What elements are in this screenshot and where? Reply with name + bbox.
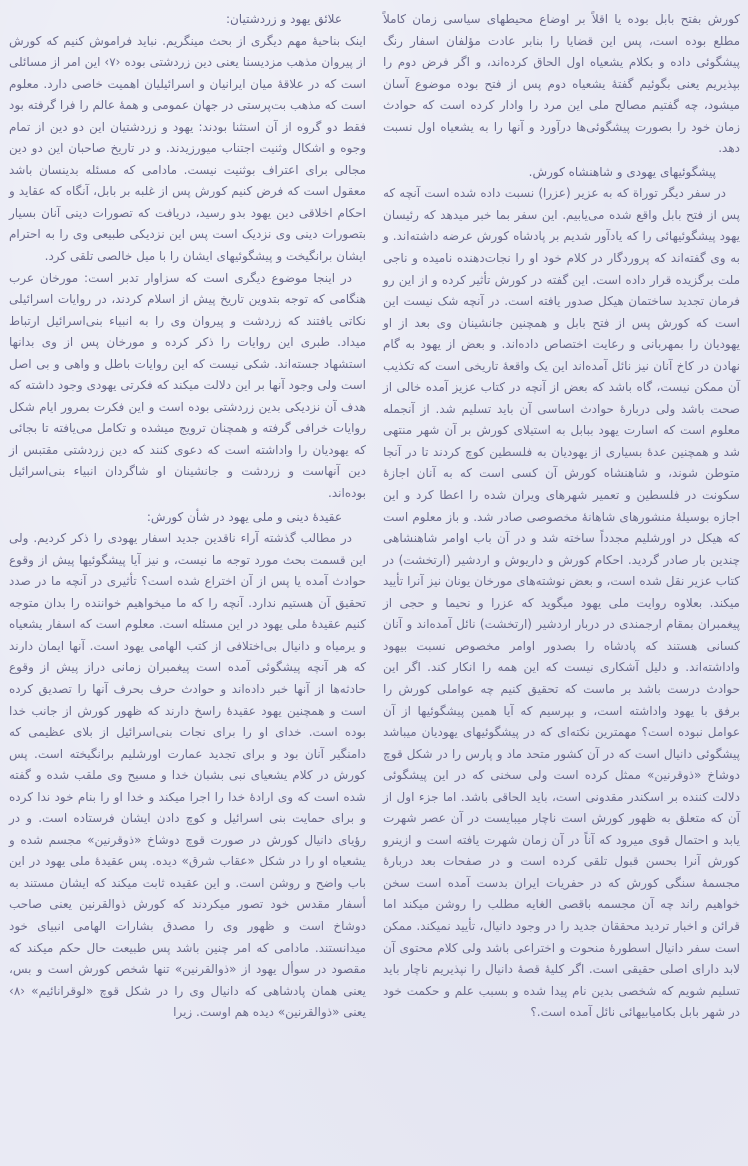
section-heading: پیشگوئیهای یهودی و شاهنشاه کورش. (528, 164, 716, 179)
section-heading: علائق یهود و زردشتیان: (225, 12, 342, 26)
body-paragraph: در سفر دیگر توراة که به عزیر (عزرا) نسبت داده شده است آنچه که پس از فتح بابل واقع شده می‌یابیم. این سفر بما خبر میدهد که رئیسان یهود پیشگوئیهائی را که یادآور شدیم بر پادشاه کورش عرضه داشته‌اند. و به وی گفته‌اند که پروردگار در کلام خود او را نجات‌دهنده نامیده و ناجی ملت برگزیده قرار داده است. این گفته در کورش تأثیر کرده و از این رو فرمان تجدید ساختمان هیکل صدور یافته است. در آنچه شک نیست این است که کورش پس از فتح بابل و همچنین جانشینان وی بعد از او یهودیان را بمهربانی و رعایت اختصاص داده‌اند. و بعض از یهود به گام نهادن در کاخ آنان نیز نائل آمده‌اند این یک واقعهٔ تاریخی است که تکذیب آن ممکن نیست، گاه باشد که بعض از آنچه در کتاب عزیز آمده خالی از صحت باشد ولی دربارهٔ حوادث اساسی آن باید تسلیم شد. از آنجمله معلوم است که اسارت یهود ببابل به استیلای کورش بر آن شهر منتهی شد و همچنین عدهٔ بسیاری از یهودیان به فلسطین کوچ کردند تا در آنجا متوطن شوند، و شاهنشاه کورش آن کسی است که به آنان اجازهٔ سکونت در فلسطین و تعمیر شهرهای ویران شده را اعطا کرد و این اجازه بوسیلهٔ منشورهای شاهانهٔ مخصوصی صادر شد. و باز معلوم است که هیکل در اورشلیم مجدداً ساخته شد و در آن باب اوامر شاهنشاهی چندین بار صادر گردید. احکام کورش و داریوش و اردشیر (ارتخشت) در کتاب عزیر نقل شده است، و بعض نوشته‌های مورخان یونان نیز آنرا تأیید میکند. بعلاوه روایت ملی یهود میگوید که عزرا و نحیما و حجی از پیغمبران بمقام ارجمندی در دربار اردشیر (ارتخشت) نائل آمده‌اند و آنان کسانی هستند که پادشاه را بصدور اوامر مخصوص نسبت بیهود واداشته‌اند. و دلیل آشکاری نیست که این همه را انکار کند. اگر این حوادث درست باشد بر ماست که تحقیق کنیم چه عواملی کورش را برفق با یهود واداشته است، و بپرسیم که آیا همین پیشگوئیها از آن عوامل نبوده است؟ مهمترین نکته‌ای که در پیشگوئیهای یهودیان میباشد پیشگوئی دانیال است که در آن کشور متحد ماد و پارس را در شکل قوچ دوشاخ «ذوقرنین» ممثل کرده است ولی سخنی که در این پیشگوئی دلالت کننده بر اسکندر مقدونی است، باید الحاقی باشد. اما جزء اول از آن که متعلق به ظهور کورش است ناچار میبایست در آن عصر شهرت یابد و احتمال قوی میرود که آناً در آن زمان شهرت یافته است و ازینرو کورش آنرا بحسن قبول تلقی کرده است و در صفحات بعد دربارهٔ مجسمهٔ سنگی کورش که در حفریات ایران بدست آمده است سخن خواهیم راند چه آن مجسمه باقصی الغایه مطلب را روشن میکند اما قرائن و اخبار تردید محققان جدید را در وجود دانیال، تأیید نمیکند. ممکن است سفر دانیال اسطورهٔ منحوت و اختراعی باشد ولی کلام محتوی آن لابد دارای اصلی حقیقی است. اگر کلیهٔ قصهٔ دانیال را نپذیریم ناچار باید تسلیم شویم که شخصی بدین نام پیدا شده و بسبب علم و حکمت خود در شهر بابل بکامیابیهائی نائل آمده است.؟ (383, 186, 740, 1020)
body-paragraph: در مطالب گذشته آراء ناقدین جدید اسفار یهودی را ذکر کردیم. ولی این قسمت بحث مورد توجه ما نیست، و نیز آیا پیشگوئیها پیش از وقوع حوادث آمده یا پس از آن اختراع شده است؟ تأثیری در آنچه ما در صدد تحقیق آن هستیم ندارد. آنچه را که ما میخواهیم خواننده را بدان متوجه کنیم عقیدهٔ ملی یهود در این مسئله است. معلوم است که اسفار یشعیاه و یرمیاه و دانیال بی‌اختلافی از کتب الهامی یهود است. آنها ایمان دارند که هر آنچه پیشگوئی آمده است پیغمبران زمانی دراز پیش از وقوع حادثه‌ها از آنها خبر داده‌اند و حوادث حرف بحرف آنها را تصدیق کرده است و همچنین یهود عقیدهٔ راسخ دارند که ظهور کورش از جانب خدا بوده است. خدای او را برای نجات بنی‌اسرائیل از بلای عظیمی که دامنگیر آنان بود و برای تجدید عمارت اورشلیم برانگیخته است. پس کورش در کلام یشعیای نبی بشبان خدا و مسیح وی ملقب شده و گفته شده است که وی ارادهٔ خدا را اجرا میکند و خدا او را بنام خود ندا کرده و برای حمایت بنی اسرائیل و کوچ دادن ایشان فرستاده است. و در رؤیای دانیال کورش در صورت قوچ دوشاخ «ذوقرنین» مجسم شده و یشعیاه او را در شکل «عقاب شرق» دیده. پس عقیدهٔ ملی یهود در این باب واضح و روشن است. و این عقیده ثابت میکند که ایشان مستند به أسفار مقدس خود تصور میکردند که کورش ذوالقرنین یعنی صاحب دوشاخ است و ظهور وی را مصدق بشارات الهامی انبیای خود میدانستند. مادامی که امر چنین باشد پس طبیعت حال حکم میکند که مقصود در سوأل یهود از «ذوالقرنین» تنها شخص کورش است و بس، یعنی همان پادشاهی که دانیال وی را در شکل قوچ «لوقرانائیم» ‹۸› یعنی «ذوالقرنین» دیده هم اوست. زیرا (9, 531, 366, 1020)
section-heading: عقیدهٔ دینی و ملی یهود در شأن کورش: (146, 509, 342, 524)
body-paragraph: کورش بفتح بابل بوده یا اقلاً بر اوضاع محیطهای سیاسی زمان کاملاً مطلع بوده است، پس این قضایا را بنابر عادت مؤلفان اسفار رنگ پیشگوئی داده و بکلام یشعیاه اول الحاق کرده‌اند، و اگر فرض دوم را بپذیریم یعنی بگوئیم گفتهٔ یشعیاه دوم پس از فتح بوده موضوع آسان میشود، چه گفتیم مصالح ملی این مرد را وادار کرده است که حوادث زمان خود را بصورت پیشگوئی‌ها درآورد و آنها را به یشعیاه اول نسبت دهد. (383, 12, 740, 156)
text-column-left (9, 9, 366, 1156)
body-paragraph: در اینجا موضوع دیگری است که سزاوار تدبر است: مورخان عرب هنگامی که توجه بتدوین تاریخ پیش از اسلام کردند، در روایات اسرائیلی نکاتی یافتند که زردشت و پیروان وی را به انبیاء بنی‌اسرائیل ارتباط میداد. طبری این روایات را ذکر کرده و مورخان پس از وی بدانها استشهاد جسته‌اند. شکی نیست که این روایات باطل و واهی و بی اصل است ولی وجود آنها بر این دلالت میکند که فکرتی یهودی وجود داشته که هدف آن نزدیکی بدین زردشتی بوده است و این فکرت بمرور ایام شکل روایات خرافی گرفته و همچنان ترویج میشده و تکامل می‌یافته تا بجائی که یهودیان را واداشته است که دعوی کنند که دین زردشتی مقتبس از دین آنهاست و زردشت و جانشینان او شاگردان انبیاء بنی‌اسرائیل بوده‌اند. (9, 270, 366, 501)
body-paragraph: اینک بناحیهٔ مهم دیگری از بحث مینگریم. نباید فراموش کنیم که کورش از پیروان مذهب مزدیسنا یعنی دین زردشتی بوده ‹۷› این امر از مسائلی است که در علاقهٔ میان ایرانیان و اسرائیلیان اهمیت خاصی دارد. معلوم است که مذهب بت‌پرستی در جهان عمومی و همهٔ عالم را فرا گرفته بود فقط دو گروه از آن استثنا بودند: یهود و زردشتیان این دو دین از تمام وجوه و اشکال وثنیت اجتناب میورزیدند. و در تاریخ صاحبان این دو دین مجالی برای اعتراف بوثنیت نیست. مادامی که مسئله بدینسان باشد معقول است که فرض کنیم کورش پس از غلبه بر بابل، آنگاه که عقاید و احکام اخلاقی دین یهود بدو رسید، دریافت که تصورات دینی آنان بسیار بتصورات دینی وی نزدیک است پس این نزدیکی طبیعی وی را به احترام ایشان برانگیخت و پیشگوئیهای ایشان را با میل خالصی تلقی کرد. (9, 33, 367, 264)
text-column-right (383, 9, 740, 1156)
